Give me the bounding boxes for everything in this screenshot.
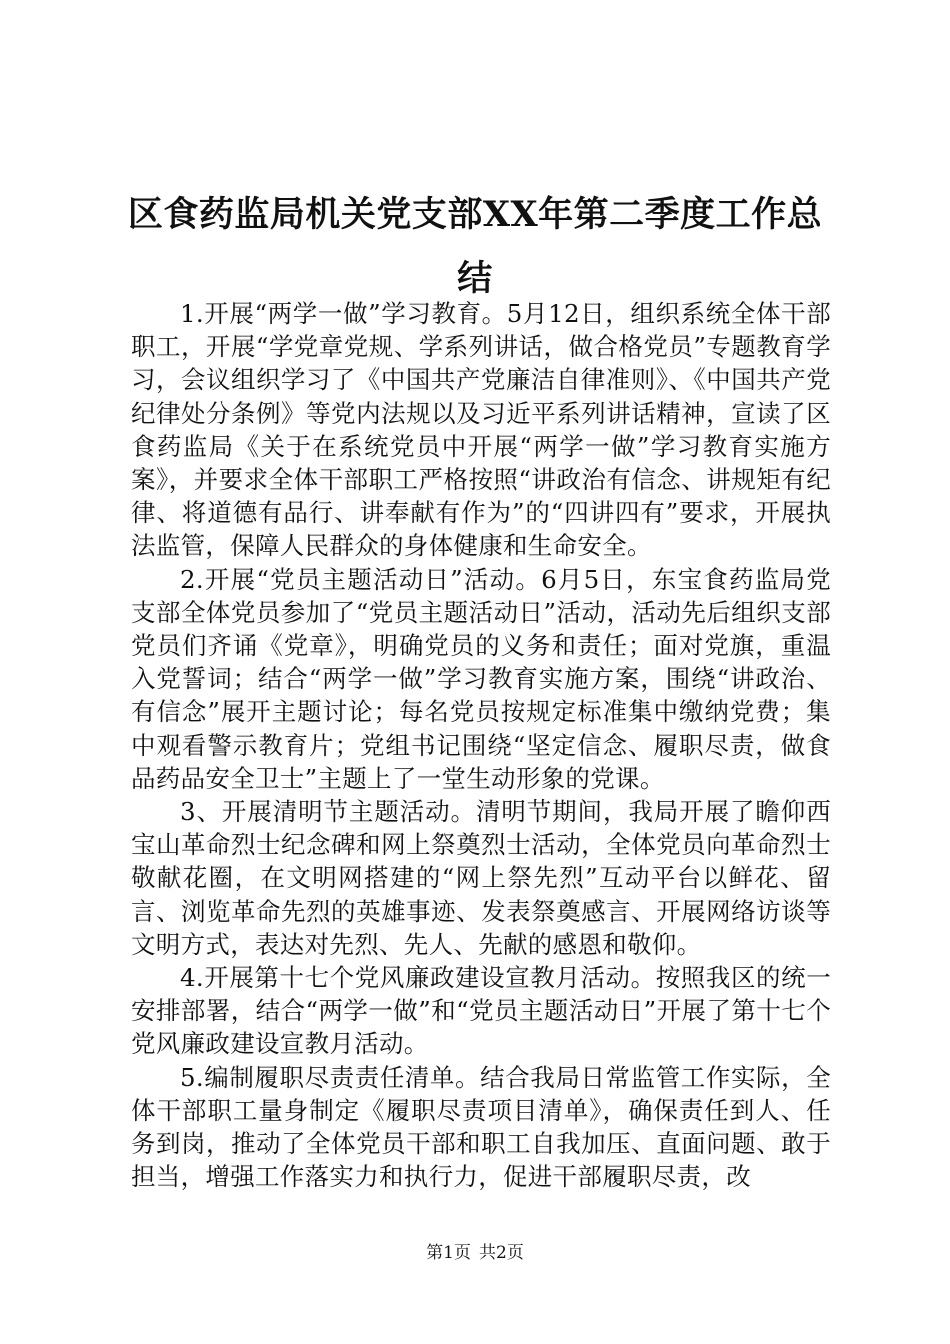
document-body xyxy=(131,297,831,1193)
page-footer xyxy=(0,1242,950,1264)
page-total: 共2页 xyxy=(479,1243,524,1263)
paragraph-2: 2.开展“党员主题活动日”活动。6月5日，东宝食药监局党支部全体党员参加了“党员主题活动日”活动，活动先后组织支部党员们齐诵《党章》，明确党员的义务和责任；面对党旗，重温入党誓词；结合“两学一做”学习教育实施方案，围绕“讲政治、有信念”展开主题讨论；每名党员按规定标准集中缴纳党费；集中观看警示教育片；党组书记围绕“坚定信念、履职尽责，做食品药品安全卫士”主题上了一堂生动形象的党课。 xyxy=(131,564,831,793)
paragraph-5: 5.编制履职尽责责任清单。结合我局日常监管工作实际，全体干部职工量身制定《履职尽责项目清单》，确保责任到人、任务到岗，推动了全体党员干部和职工自我加压、直面问题、敢于担当，增强工作落实力和执行力，促进干部履职尽责，改 xyxy=(131,1062,831,1192)
paragraph-3: 3、开展清明节主题活动。清明节期间，我局开展了瞻仰西宝山革命烈士纪念碑和网上祭奠烈士活动，全体党员向革命烈士敬献花圈，在文明网搭建的“网上祭先烈”互动平台以鲜花、留言、浏览革命先烈的英雄事迹、发表祭奠感言、开展网络访谈等文明方式，表达对先烈、先人、先献的感恩和敬仰。 xyxy=(131,797,831,959)
paragraph-4: 4.开展第十七个党风廉政建设宣教月活动。按照我区的统一安排部署，结合“两学一做”和“党员主题活动日”开展了第十七个党风廉政建设宣教月活动。 xyxy=(131,963,831,1059)
paragraph-1: 1.开展“两学一做”学习教育。5月12日，组织系统全体干部职工，开展“学党章党规、学系列讲话，做合格党员”专题教育学习，会议组织学习了《中国共产党廉洁自律准则》、《中国共产党纪律处分条例》等党内法规以及习近平系列讲话精神，宣读了区食药监局《关于在系统党员中开展“两学一做”学习教育实施方案》，并要求全体干部职工严格按照“讲政治有信念、讲规矩有纪律、将道德有品行、讲奉献有作为”的“四讲四有”要求，开展执法监管，保障人民群众的身体健康和生命安全。 xyxy=(131,299,831,561)
document-title: 区食药监局机关党支部XX年第二季度工作总结 xyxy=(127,194,823,299)
page-number: 第1页 xyxy=(426,1243,471,1263)
